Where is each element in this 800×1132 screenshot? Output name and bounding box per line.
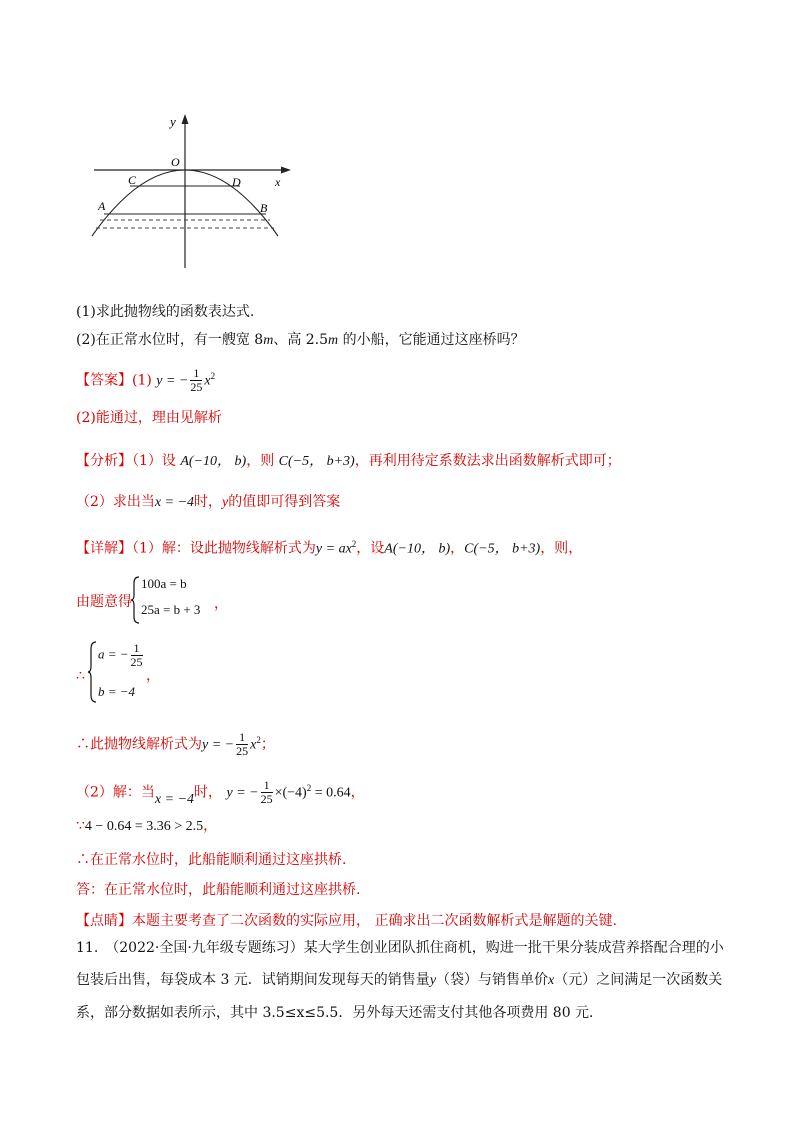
problem-11-line2-post: （元）之间满足一次函数关 — [554, 972, 723, 988]
question-2-unit-2: m — [328, 333, 339, 348]
expression-pre: ∴此抛物线解析式为 — [76, 736, 202, 753]
problem-11-y: y — [429, 973, 437, 988]
answer-part1-label: (1) — [132, 372, 152, 389]
solution-brace — [88, 640, 98, 704]
parabola-figure — [88, 110, 298, 275]
expression-end: ； — [260, 736, 275, 753]
detail-eq-sq: 2 — [351, 539, 357, 549]
answer-part2: (2)能通过，理由见解析 — [76, 410, 222, 426]
analysis-line1-post: ，再利用待定系数法求出函数解析式即可； — [354, 453, 621, 469]
answer-frac-num: 1 — [190, 367, 202, 381]
problem-11-line-3: 系，部分数据如表所示，其中 3.5≤x≤5.5．另外每天还需支付其他各项费用 80 元． — [76, 1005, 604, 1021]
expression-sq: 2 — [256, 735, 261, 745]
x-axis-arrow — [281, 167, 291, 174]
part2-num: 1 — [261, 779, 273, 793]
expression-fraction — [236, 731, 248, 758]
detail-set: ，设 — [356, 540, 385, 557]
problem-11-x: x — [548, 973, 555, 988]
problem-11-line2-mid: （袋）与销售单价 — [436, 972, 549, 988]
question-2-middle: 、高 2.5 — [273, 332, 329, 348]
system-eq-2: 25a = b + 3 — [141, 602, 201, 617]
part2-sq: 2 — [306, 783, 312, 793]
detail-comma: ， — [450, 540, 465, 557]
problem-11 — [76, 932, 736, 1029]
problem-11-line-1: 11. （2022·全国·九年级专题练习）某大学生创业团队抓住商机，购进一批干果分装成营养搭配合理的小 — [76, 940, 724, 956]
analysis-y: y — [222, 495, 229, 510]
solution-a-num: 1 — [131, 642, 143, 656]
question-2 — [76, 330, 525, 351]
expression-den: 25 — [236, 744, 249, 759]
analysis-point-c: C(−5， b+3) — [278, 454, 355, 469]
part2-val: = 0.64 — [311, 785, 351, 801]
conclusion-2: 答：在正常水位时，此船能顺利通过这座拱桥. — [76, 882, 361, 898]
analysis-then: ，则 — [246, 453, 275, 469]
solution-b-text: b = −4 — [98, 684, 136, 699]
answer-x: x — [204, 373, 211, 389]
question-1: (1)求此抛物线的函数表达式. — [76, 304, 255, 320]
question-2-prefix: (2)在正常水位时，有一艘宽 8 — [76, 332, 264, 348]
y-axis-arrow — [182, 114, 189, 124]
detail-end: ， — [568, 540, 583, 557]
analysis-line2-pre: （2）求出当 — [76, 494, 155, 510]
problem-11-line-2 — [76, 964, 736, 997]
analysis-line-1 — [76, 451, 621, 472]
label-o: O — [171, 155, 180, 169]
conclusion-1: ∴在正常水位时，此船能顺利通过这座拱桥. — [76, 852, 347, 868]
part2-pre: （2）解：当 — [76, 784, 155, 801]
answer-fraction — [190, 367, 202, 394]
solution-a-den: 25 — [130, 655, 143, 669]
comment-line — [76, 911, 617, 931]
answer-frac-den: 25 — [190, 380, 203, 395]
answer-tag: 【答案】 — [76, 372, 132, 389]
expression-num: 1 — [236, 731, 248, 745]
solution-end: ， — [146, 668, 160, 684]
detail-point-c: C(−5， b+3) — [464, 541, 541, 557]
expression-eq: y = − — [202, 737, 235, 753]
analysis-line2-end: 的值即可得到答案 — [228, 494, 341, 510]
therefore-symbol: ∴ — [76, 668, 85, 684]
analysis-line-2 — [76, 492, 340, 513]
answer-eq-lhs: y = − — [156, 373, 189, 389]
part2-den: 25 — [260, 792, 273, 807]
expression-line — [76, 730, 275, 758]
label-y: y — [170, 114, 176, 129]
detail-line1-pre: （1）解：设此抛物线解析式为 — [132, 540, 316, 557]
detail-then: ，则 — [540, 540, 569, 557]
system-brace — [131, 575, 141, 625]
because-line — [76, 816, 217, 837]
analysis-cond: x = −4 — [154, 495, 195, 510]
part2-rest: ×(−4) — [274, 785, 307, 801]
detail-tag: 【详解】 — [76, 540, 132, 557]
label-a: A — [98, 199, 106, 213]
answer-sq: 2 — [210, 371, 216, 381]
part2-fraction — [261, 779, 273, 806]
analysis-line2-post: 时， — [194, 494, 223, 510]
solution-a — [98, 642, 145, 669]
label-c: C — [128, 173, 137, 187]
label-d: D — [232, 175, 241, 189]
part2-eq-lhs: y = − — [226, 785, 259, 801]
analysis-tag: 【分析】 — [76, 453, 132, 469]
solution-b — [98, 684, 135, 700]
analysis-point-a: A(−10， b) — [180, 454, 247, 469]
problem-11-line2-pre: 包装后出售，每袋成本 3 元．试销期间发现每天的销售量 — [76, 972, 430, 988]
detail-eq: y = ax — [315, 541, 352, 557]
detail-point-a: A(−10， b) — [384, 541, 451, 557]
label-x: x — [275, 175, 281, 189]
comment-text: 本题主要考查了二次函数的实际应用， 正确求出二次函数解析式是解题的关键. — [132, 913, 617, 929]
question-2-unit-1: m — [263, 333, 274, 348]
part2-line — [76, 778, 365, 806]
because-calc: 4 − 0.64 = 3.36 > 2.5 — [84, 819, 204, 834]
part2-end: ， — [350, 784, 365, 801]
part2-cond: x = −4 — [154, 791, 195, 807]
question-2-suffix: 的小船，它能通过这座桥吗？ — [338, 332, 525, 348]
system-eq-1: 100a = b — [141, 576, 187, 591]
detail-line-1 — [76, 534, 582, 560]
because-symbol: ∵ — [76, 818, 85, 834]
comment-tag: 【点睛】 — [76, 913, 132, 929]
system-label-text: 由题意得 — [76, 594, 132, 610]
system-end: ， — [214, 596, 228, 612]
solution-a-fraction — [131, 642, 143, 669]
part2-mid: 时， — [194, 784, 223, 801]
expression-x: x — [250, 737, 257, 753]
answer-line — [76, 366, 215, 394]
analysis-line1-pre: （1）设 — [132, 453, 176, 469]
solution-a-lhs: a = − — [98, 646, 129, 662]
because-end: ， — [203, 818, 218, 834]
label-b: B — [260, 201, 268, 215]
system-label — [76, 592, 132, 612]
